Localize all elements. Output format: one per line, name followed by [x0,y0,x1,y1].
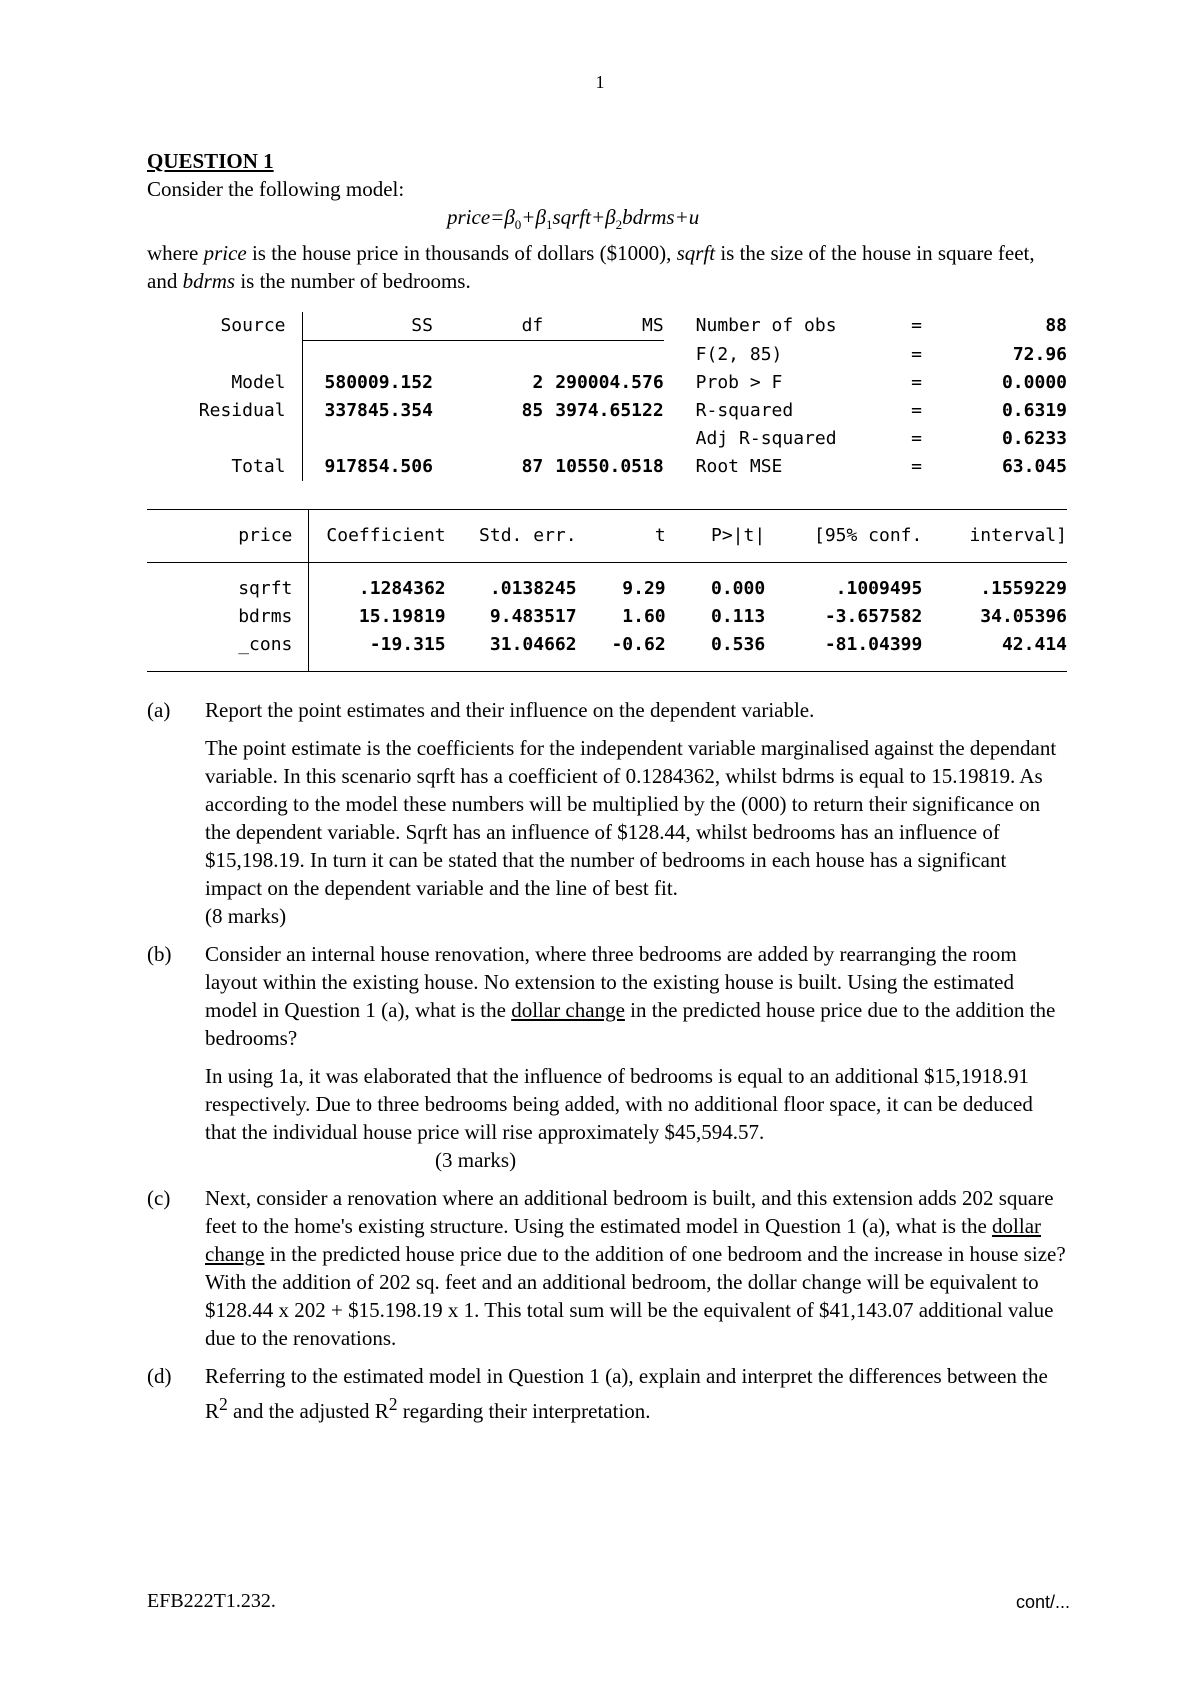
coef-row-sqrft [147,563,1067,604]
stat-value: 0.6319 [1001,400,1067,422]
part-label: (c) [147,1186,171,1211]
coef-header-t: t [577,510,666,563]
part-b-question: Consider an internal house renovation, where three bedrooms are added by rearranging the room layout within the existing house. No extension to the existing house is built. Using the estimated model in Question 1 (a), what is the dollar change in the predicted house price due to the addition the bedrooms? [205,942,1056,1051]
part-d-question: Referring to the estimated model in Question 1 (a), explain and interpret the differences between the $R^2$ and the adjusted $R^2$ regarding their interpretation. [205,1364,1048,1424]
anova-df: 87 [521,456,544,478]
coef-ci-upper: 34.05396 [980,606,1067,628]
anova-ss: 917854.506 [324,456,433,478]
coef-header-ci-lower: [95% conf. [765,510,922,563]
part-c [147,1184,1067,1352]
part-a [147,696,1067,930]
coef-t: 9.29 [622,578,666,600]
anova-spacer-row [147,341,1067,370]
anova-header-row [147,312,1067,341]
regression-output [147,312,1067,672]
question-title: QUESTION 1 [147,149,274,173]
anova-ms: 10550.0518 [555,456,664,478]
coef-p: 0.000 [711,578,766,600]
anova-source: Total [147,453,302,481]
coef-value: -19.315 [369,634,446,656]
stat-eq: = [911,456,922,478]
anova-ms: 3974.65122 [555,400,664,422]
coef-ci-lower: -3.657582 [824,606,923,628]
stat-label: F(2, 85) [695,343,783,365]
coef-ci-upper: 42.414 [1001,634,1067,656]
anova-ss: 337845.354 [324,400,433,422]
question-intro: Consider the following model: [147,177,405,201]
coef-header-se: Std. err. [446,510,577,563]
stat-eq: = [911,343,922,365]
part-a-answer: The point estimate is the coefficients for the independent variable marginalised against the dependant variable. In this scenario sqrft has a coefficient of 0.1284362, whilst bdrms is equal to 15.19819. As according to the model these numbers will be multiplied by the (000) to return their significance on the dependent variable. Sqrft has an influence of $128.44, whilst bedrooms has an influence of $15,198.19. In turn it can be stated that the number of bedrooms in each house has a significant impact on the dependent variable and the line of best fit. (8 marks) [205,736,1057,929]
part-label: (d) [147,1364,172,1389]
stat-value: 72.96 [1012,343,1067,365]
anova-table [147,312,1067,481]
anova-df: 2 [532,372,544,394]
part-b-answer: In using 1a, it was elaborated that the influence of bedrooms is equal to an additional $15,1918.91 respectively. Due to three bedrooms being added, with no additional floor space, it can be deduced that the individual house price will rise approximately $45,594.57.(3 marks) [205,1064,1033,1173]
coef-var: sqrft [147,563,309,604]
page-number: 1 [595,72,605,92]
coef-row-cons [147,631,1067,672]
anova-header-df: df [433,312,543,341]
coef-var: bdrms [147,603,309,631]
anova-source: Residual [147,397,302,425]
coef-header-ci-upper: interval] [922,510,1067,563]
stat-label: R-squared [695,400,794,422]
stat-value: 0.6233 [1001,428,1067,450]
coef-ci-lower: -81.04399 [824,634,923,656]
stat-label: Root MSE [695,456,783,478]
coefficient-table [147,509,1067,672]
anova-source: Model [147,369,302,397]
coef-se: .0138245 [489,578,577,600]
part-label: (a) [147,698,171,723]
part-a-question: Report the point estimates and their influence on the dependent variable. [205,698,815,723]
coef-value: .1284362 [358,578,446,600]
stat-value: 0.0000 [1001,372,1067,394]
part-a-marks: (8 marks) [205,904,287,929]
footer-cont: cont/... [1015,1592,1070,1612]
stat-value: 63.045 [1001,456,1067,478]
anova-header-ss: SS [302,312,433,341]
anova-df: 85 [521,400,544,422]
stat-value: 88 [1045,315,1067,337]
coef-header-row [147,510,1067,563]
coef-ci-upper: .1559229 [980,578,1067,600]
stat-label: Prob > F [695,372,783,394]
stat-label: Number of obs [695,315,837,337]
anova-header-ms: MS [543,312,663,341]
anova-spacer-row [147,425,1067,453]
footer-code: EFB222T1.232. [147,1590,276,1612]
coef-se: 31.04662 [489,634,577,656]
anova-ms: 290004.576 [555,372,664,394]
coef-p: 0.113 [711,606,766,628]
coef-var: _cons [147,631,309,672]
coef-value: 15.19819 [358,606,446,628]
stat-eq: = [911,400,922,422]
part-b [147,940,1067,1174]
part-b-marks: (3 marks) [435,1148,517,1173]
anova-row-residual [147,397,1067,425]
stat-eq: = [911,372,922,394]
anova-header-source: Source [147,312,302,341]
coef-header-var: price [147,510,309,563]
question-parts [147,696,1067,1425]
stat-eq: = [911,428,922,450]
coef-row-bdrms [147,603,1067,631]
anova-ss: 580009.152 [324,372,433,394]
stat-label: Adj R-squared [695,428,837,450]
anova-row-model [147,369,1067,397]
question-content [147,147,1067,1435]
coef-p: 0.536 [711,634,766,656]
stat-eq: = [911,315,922,337]
variable-description: where price is the house price in thousands of dollars ($1000), sqrft is the size of the house in square feet, and bdrms is the number of bedrooms. [147,241,1035,294]
coef-ci-lower: .1009495 [835,578,923,600]
part-c-question: Next, consider a renovation where an additional bedroom is built, and this extension adds 202 square feet to the home's existing structure. Using the estimated model in Question 1 (a), what is the dollar change in the predicted house price due to the addition of one bedroom and the increase in house size? With the addition of 202 sq. feet and an additional bedroom, the dollar change will be equivalent to $128.44 x 202 + $15.198.19 x 1. This total sum will be the equivalent of $41,143.07 additional value due to the renovations. [205,1186,1066,1351]
coef-header-coef: Coefficient [309,510,446,563]
coef-se: 9.483517 [489,606,577,628]
part-label: (b) [147,942,172,967]
coef-header-p: P>|t| [666,510,766,563]
model-equation: $price=\beta_0+\beta_1sqrft+\beta_2bdrms+u$ [447,205,700,233]
coef-t: 1.60 [622,606,666,628]
part-d [147,1362,1067,1425]
coef-t: -0.62 [611,634,666,656]
anova-row-total [147,453,1067,481]
